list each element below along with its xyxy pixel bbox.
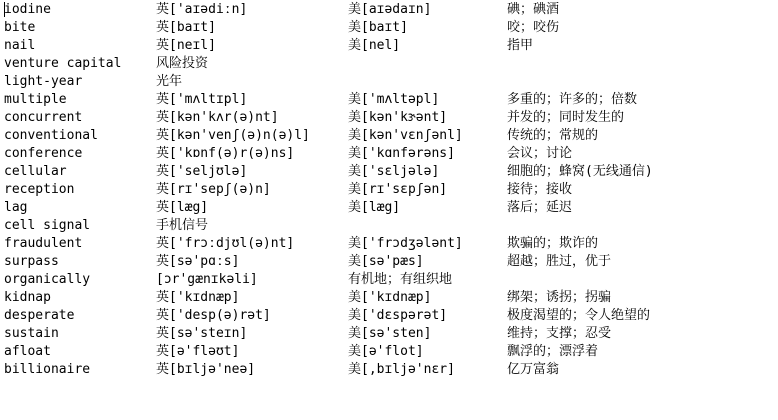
word-cell: surpass <box>4 254 59 269</box>
uk-pronunciation-cell: 光年 <box>156 74 183 89</box>
us-pronunciation-cell: 美[aɪədaɪn] <box>348 2 432 17</box>
meaning-cell: 碘；碘酒 <box>507 2 560 17</box>
word-cell: conventional <box>4 128 98 143</box>
uk-pronunciation-cell: 英['aɪədiːn] <box>156 2 248 17</box>
vocabulary-row <box>4 253 778 271</box>
word-cell: billionaire <box>4 362 91 377</box>
word-cell: venture capital <box>4 56 122 71</box>
vocabulary-row <box>4 361 778 379</box>
word-cell: afloat <box>4 344 51 359</box>
us-pronunciation-cell: 美[sə'pæs] <box>348 254 424 269</box>
vocabulary-list <box>4 1 778 379</box>
meaning-cell: 落后；延迟 <box>507 200 573 215</box>
uk-pronunciation-cell: 英[neɪl] <box>156 38 216 53</box>
uk-pronunciation-cell: 英[rɪ'sepʃ(ə)n] <box>156 182 271 197</box>
word-cell: bite <box>4 20 36 35</box>
meaning-cell: 超越；胜过，优于 <box>507 254 612 269</box>
uk-pronunciation-cell: 英['mʌltɪpl] <box>156 92 248 107</box>
meaning-cell: 细胞的；蜂窝(无线通信) <box>507 164 653 179</box>
vocabulary-row <box>4 217 778 235</box>
word-cell: concurrent <box>4 110 83 125</box>
uk-pronunciation-cell: 英[ə'fləʊt] <box>156 344 240 359</box>
us-pronunciation-cell: 美[,bɪljə'nɛr] <box>348 362 455 377</box>
word-cell: reception <box>4 182 75 197</box>
vocabulary-row <box>4 271 778 289</box>
meaning-cell: 欺骗的；欺诈的 <box>507 236 599 251</box>
us-pronunciation-cell: 美['mʌltəpl] <box>348 92 440 107</box>
word-cell: fraudulent <box>4 236 83 251</box>
vocabulary-row <box>4 91 778 109</box>
us-pronunciation-cell: 美['frɔdʒələnt] <box>348 236 463 251</box>
us-pronunciation-cell: 美['dɛspərət] <box>348 308 448 323</box>
vocabulary-row <box>4 199 778 217</box>
us-pronunciation-cell: 有机地；有组织地 <box>348 272 453 287</box>
vocabulary-row <box>4 19 778 37</box>
vocabulary-row <box>4 163 778 181</box>
vocabulary-row <box>4 307 778 325</box>
us-pronunciation-cell: 美['sɛljələ] <box>348 164 440 179</box>
uk-pronunciation-cell: 英[bɪljə'neə] <box>156 362 256 377</box>
uk-pronunciation-cell: 英[sə'pɑːs] <box>156 254 240 269</box>
us-pronunciation-cell: 美[baɪt] <box>348 20 408 35</box>
us-pronunciation-cell: 美[læg] <box>348 200 401 215</box>
word-cell: kidnap <box>4 290 51 305</box>
uk-pronunciation-cell: 英['desp(ə)rət] <box>156 308 271 323</box>
uk-pronunciation-cell: 风险投资 <box>156 56 209 71</box>
vocabulary-row <box>4 325 778 343</box>
vocabulary-row <box>4 343 778 361</box>
us-pronunciation-cell: 美['kɑnfərəns] <box>348 146 455 161</box>
vocabulary-row <box>4 289 778 307</box>
meaning-cell: 维持；支撑；忍受 <box>507 326 612 341</box>
uk-pronunciation-cell: 英['frɔːdjʊl(ə)nt] <box>156 236 295 251</box>
vocabulary-row <box>4 73 778 91</box>
word-cell: iodine <box>4 2 51 17</box>
us-pronunciation-cell: 美[ə'flot] <box>348 344 424 359</box>
vocabulary-row <box>4 181 778 199</box>
meaning-cell: 咬；咬伤 <box>507 20 560 35</box>
meaning-cell: 多重的；许多的；倍数 <box>507 92 638 107</box>
word-cell: cellular <box>4 164 67 179</box>
meaning-cell: 飘浮的；漂浮着 <box>507 344 599 359</box>
vocabulary-row <box>4 55 778 73</box>
uk-pronunciation-cell: 英[kən'venʃ(ə)n(ə)l] <box>156 128 310 143</box>
word-cell: organically <box>4 272 91 287</box>
uk-pronunciation-cell: 英['kɪdnæp] <box>156 290 240 305</box>
us-pronunciation-cell: 美[kən'vɛnʃənl] <box>348 128 463 143</box>
us-pronunciation-cell: 美[sə'sten] <box>348 326 432 341</box>
word-cell: sustain <box>4 326 59 341</box>
meaning-cell: 极度渴望的；令人绝望的 <box>507 308 651 323</box>
word-cell: multiple <box>4 92 67 107</box>
vocabulary-row <box>4 37 778 55</box>
word-cell: light-year <box>4 74 83 89</box>
meaning-cell: 接待；接收 <box>507 182 573 197</box>
vocabulary-row <box>4 145 778 163</box>
uk-pronunciation-cell: 英['kɒnf(ə)r(ə)ns] <box>156 146 295 161</box>
uk-pronunciation-cell: 英[læg] <box>156 200 209 215</box>
us-pronunciation-cell: 美[kən'kɝənt] <box>348 110 448 125</box>
uk-pronunciation-cell: 英[kən'kʌr(ə)nt] <box>156 110 279 125</box>
uk-pronunciation-cell: 手机信号 <box>156 218 209 233</box>
us-pronunciation-cell: 美[rɪ'sɛpʃən] <box>348 182 448 197</box>
meaning-cell: 并发的；同时发生的 <box>507 110 625 125</box>
word-cell: conference <box>4 146 83 161</box>
vocabulary-row <box>4 109 778 127</box>
uk-pronunciation-cell: [ɔr'gænɪkəli] <box>156 272 258 287</box>
us-pronunciation-cell: 美[nel] <box>348 38 401 53</box>
meaning-cell: 传统的；常规的 <box>507 128 599 143</box>
vocabulary-row <box>4 127 778 145</box>
us-pronunciation-cell: 美['kɪdnæp] <box>348 290 432 305</box>
word-cell: nail <box>4 38 36 53</box>
uk-pronunciation-cell: 英[baɪt] <box>156 20 216 35</box>
meaning-cell: 会议；讨论 <box>507 146 573 161</box>
word-cell: cell signal <box>4 218 91 233</box>
word-cell: lag <box>4 200 28 215</box>
uk-pronunciation-cell: 英['seljʊlə] <box>156 164 248 179</box>
uk-pronunciation-cell: 英[sə'steɪn] <box>156 326 248 341</box>
meaning-cell: 绑架；诱拐；拐骗 <box>507 290 612 305</box>
word-cell: desperate <box>4 308 75 323</box>
vocabulary-row <box>4 1 778 19</box>
meaning-cell: 指甲 <box>507 38 534 53</box>
vocabulary-row <box>4 235 778 253</box>
meaning-cell: 亿万富翁 <box>507 362 560 377</box>
